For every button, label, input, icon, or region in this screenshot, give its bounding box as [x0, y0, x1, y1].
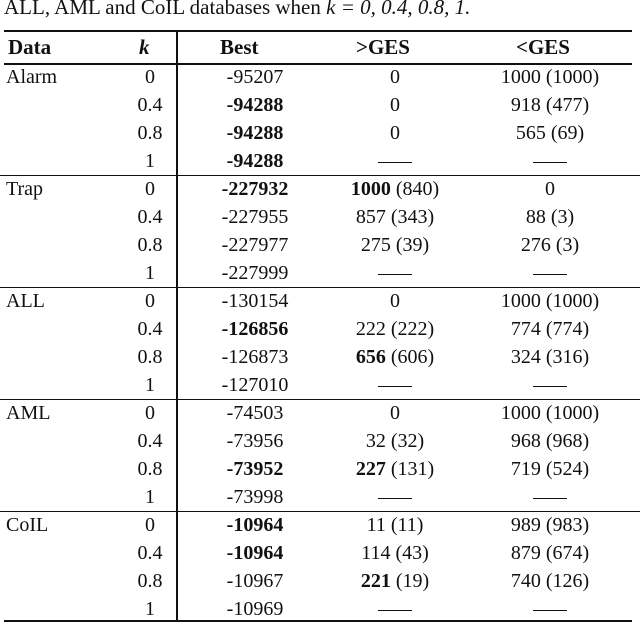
gt-ges-paren: (19) [395, 570, 430, 592]
lt-ges-count: 719 [510, 458, 541, 480]
best-score: -73956 [226, 430, 284, 452]
lt-ges-count: 879 [510, 542, 541, 564]
lt-ges-cell [470, 204, 630, 230]
lt-ges-paren: (1000) [545, 66, 600, 88]
lt-ges-cell [470, 372, 630, 398]
table-group-alarm [0, 64, 640, 175]
k-value: 0.8 [137, 570, 163, 592]
dataset-name: Trap [6, 178, 44, 200]
table-caption [0, 0, 640, 29]
lt-ges-cell [470, 484, 630, 510]
lt-ges-count: 740 [510, 570, 541, 592]
gt-ges-cell [320, 400, 470, 426]
lt-ges-count: 276 [520, 234, 551, 256]
gt-ges-count: 11 [366, 514, 386, 536]
k-value: 0.4 [137, 94, 163, 116]
header-best: Best [220, 35, 259, 59]
lt-ges-paren: (524) [545, 458, 590, 480]
table-header [0, 33, 640, 63]
dataset-name: AML [6, 402, 51, 424]
header-data: Data [8, 35, 52, 59]
table-group-aml [0, 399, 640, 511]
lt-ges-cell [470, 456, 630, 482]
header-lt-ges: <GES [516, 35, 570, 59]
gt-ges-cell [320, 596, 470, 622]
gt-ges-count: 221 [360, 570, 391, 592]
gt-ges-cell [320, 316, 470, 342]
gt-ges-cell [320, 568, 470, 594]
table-row [0, 344, 640, 371]
dash-mark [378, 498, 412, 500]
lt-ges-paren: (968) [545, 430, 590, 452]
lt-ges-cell [470, 148, 630, 174]
gt-ges-paren: (11) [390, 514, 424, 536]
table-row [0, 92, 640, 119]
gt-ges-cell [320, 92, 470, 118]
table-row [0, 484, 640, 511]
gt-ges-paren: (43) [395, 542, 429, 564]
gt-ges-paren: (131) [390, 458, 435, 480]
k-value: 1 [145, 486, 155, 508]
table-row [0, 204, 640, 231]
lt-ges-paren: (674) [545, 542, 590, 564]
table-row [0, 260, 640, 287]
dash-mark [533, 386, 567, 388]
table-row [0, 568, 640, 595]
lt-ges-cell [470, 120, 630, 146]
dash-mark [533, 498, 567, 500]
lt-ges-cell [470, 512, 630, 538]
lt-ges-count: 1000 [500, 402, 541, 424]
k-value: 0 [145, 66, 155, 88]
k-value: 1 [145, 150, 155, 172]
gt-ges-cell [320, 484, 470, 510]
k-value: 0 [145, 178, 155, 200]
gt-ges-paren: (606) [390, 346, 435, 368]
gt-ges-count: 222 [355, 318, 386, 340]
k-value: 0.8 [137, 346, 163, 368]
table-row [0, 596, 640, 623]
lt-ges-cell [470, 64, 630, 90]
best-score: -10964 [226, 514, 284, 536]
best-score: -73998 [226, 486, 284, 508]
best-score: -74503 [226, 402, 284, 424]
caption-math: k = 0, 0.4, 0.8, 1. [326, 0, 471, 19]
lt-ges-cell [470, 344, 630, 370]
dash-mark [378, 274, 412, 276]
best-score: -227977 [221, 234, 289, 256]
table-row [0, 316, 640, 343]
gt-ges-count: 0 [390, 402, 400, 424]
lt-ges-cell [470, 400, 630, 426]
k-value: 0.8 [137, 458, 163, 480]
gt-ges-paren: (39) [395, 234, 430, 256]
best-score: -73952 [226, 458, 284, 480]
best-score: -126873 [221, 346, 289, 368]
best-score: -10964 [226, 542, 284, 564]
gt-ges-cell [320, 344, 470, 370]
gt-ges-cell [320, 204, 470, 230]
lt-ges-count: 324 [510, 346, 541, 368]
lt-ges-paren: (3) [555, 234, 580, 256]
gt-ges-cell [320, 64, 470, 90]
k-value: 0 [145, 290, 155, 312]
gt-ges-count: 0 [390, 122, 400, 144]
best-score: -94288 [226, 122, 284, 144]
lt-ges-paren: (774) [545, 318, 590, 340]
best-score: -227955 [221, 206, 289, 228]
table-row [0, 512, 640, 539]
lt-ges-count: 918 [510, 94, 541, 116]
table-row [0, 428, 640, 455]
lt-ges-count: 565 [515, 122, 546, 144]
table-row [0, 372, 640, 399]
best-score: -95207 [226, 66, 284, 88]
lt-ges-count: 88 [525, 206, 546, 228]
gt-ges-cell [320, 176, 470, 202]
lt-ges-count: 989 [510, 514, 541, 536]
table-row [0, 540, 640, 567]
gt-ges-cell [320, 288, 470, 314]
best-score: -10969 [226, 598, 284, 620]
gt-ges-paren: (222) [390, 318, 435, 340]
gt-ges-paren: (343) [390, 206, 435, 228]
dash-mark [378, 162, 412, 164]
k-value: 0 [145, 402, 155, 424]
gt-ges-cell [320, 120, 470, 146]
lt-ges-cell [470, 176, 630, 202]
gt-ges-cell [320, 512, 470, 538]
gt-ges-cell [320, 260, 470, 286]
k-value: 0.4 [137, 318, 163, 340]
k-value: 1 [145, 598, 155, 620]
caption-text: ALL, AML and CoIL databases when [4, 0, 327, 19]
gt-ges-paren: (840) [395, 178, 440, 200]
gt-ges-count: 227 [355, 458, 386, 480]
gt-ges-count: 1000 [350, 178, 391, 200]
lt-ges-count: 774 [510, 318, 541, 340]
gt-ges-count: 0 [390, 290, 400, 312]
table-group-all [0, 287, 640, 399]
table-row [0, 176, 640, 203]
lt-ges-cell [470, 316, 630, 342]
gt-ges-cell [320, 540, 470, 566]
k-value: 0.4 [137, 542, 163, 564]
lt-ges-paren: (69) [550, 122, 585, 144]
gt-ges-paren: (32) [390, 430, 425, 452]
best-score: -94288 [226, 150, 284, 172]
best-score: -127010 [221, 374, 289, 396]
table-row [0, 64, 640, 91]
lt-ges-count: 1000 [500, 66, 541, 88]
lt-ges-count: 0 [545, 178, 555, 200]
best-score: -227999 [221, 262, 289, 284]
lt-ges-paren: (477) [545, 94, 590, 116]
gt-ges-cell [320, 232, 470, 258]
lt-ges-cell [470, 260, 630, 286]
best-score: -126856 [221, 318, 289, 340]
gt-ges-count: 32 [365, 430, 386, 452]
table-row [0, 456, 640, 483]
lt-ges-cell [470, 288, 630, 314]
dash-mark [533, 274, 567, 276]
table-row [0, 288, 640, 315]
lt-ges-cell [470, 540, 630, 566]
dash-mark [378, 610, 412, 612]
best-score: -130154 [221, 290, 289, 312]
dataset-name: ALL [6, 290, 45, 312]
gt-ges-cell [320, 372, 470, 398]
table-body [0, 64, 640, 623]
lt-ges-count: 1000 [500, 290, 541, 312]
bottom-rule [4, 620, 632, 622]
best-score: -10967 [226, 570, 284, 592]
best-score: -94288 [226, 94, 284, 116]
gt-ges-count: 656 [355, 346, 386, 368]
lt-ges-paren: (316) [545, 346, 590, 368]
gt-ges-cell [320, 428, 470, 454]
lt-ges-cell [470, 428, 630, 454]
gt-ges-count: 0 [390, 66, 400, 88]
lt-ges-count: 968 [510, 430, 541, 452]
dash-mark [533, 162, 567, 164]
k-value: 0.8 [137, 122, 163, 144]
best-score: -227932 [221, 178, 289, 200]
gt-ges-count: 114 [361, 542, 391, 564]
header-gt-ges: >GES [356, 35, 410, 59]
lt-ges-paren: (1000) [545, 290, 600, 312]
lt-ges-paren: (1000) [545, 402, 600, 424]
table-row [0, 120, 640, 147]
gt-ges-count: 857 [355, 206, 386, 228]
lt-ges-paren: (3) [550, 206, 575, 228]
lt-ges-cell [470, 92, 630, 118]
k-value: 1 [145, 262, 155, 284]
gt-ges-count: 0 [390, 94, 400, 116]
top-rule [4, 30, 632, 32]
lt-ges-paren: (126) [545, 570, 590, 592]
dataset-name: Alarm [6, 66, 58, 88]
dataset-name: CoIL [6, 514, 49, 536]
table-group-trap [0, 175, 640, 287]
gt-ges-cell [320, 456, 470, 482]
table-row [0, 232, 640, 259]
dash-mark [533, 610, 567, 612]
k-value: 0 [145, 514, 155, 536]
lt-ges-paren: (983) [545, 514, 590, 536]
gt-ges-cell [320, 148, 470, 174]
lt-ges-cell [470, 596, 630, 622]
k-value: 0.4 [137, 430, 163, 452]
header-k: k [139, 35, 150, 59]
k-value: 1 [145, 374, 155, 396]
table-row [0, 400, 640, 427]
k-value: 0.4 [137, 206, 163, 228]
lt-ges-cell [470, 232, 630, 258]
k-value: 0.8 [137, 234, 163, 256]
lt-ges-cell [470, 568, 630, 594]
gt-ges-count: 275 [360, 234, 391, 256]
table-row [0, 148, 640, 175]
dash-mark [378, 386, 412, 388]
table-group-coil [0, 511, 640, 623]
